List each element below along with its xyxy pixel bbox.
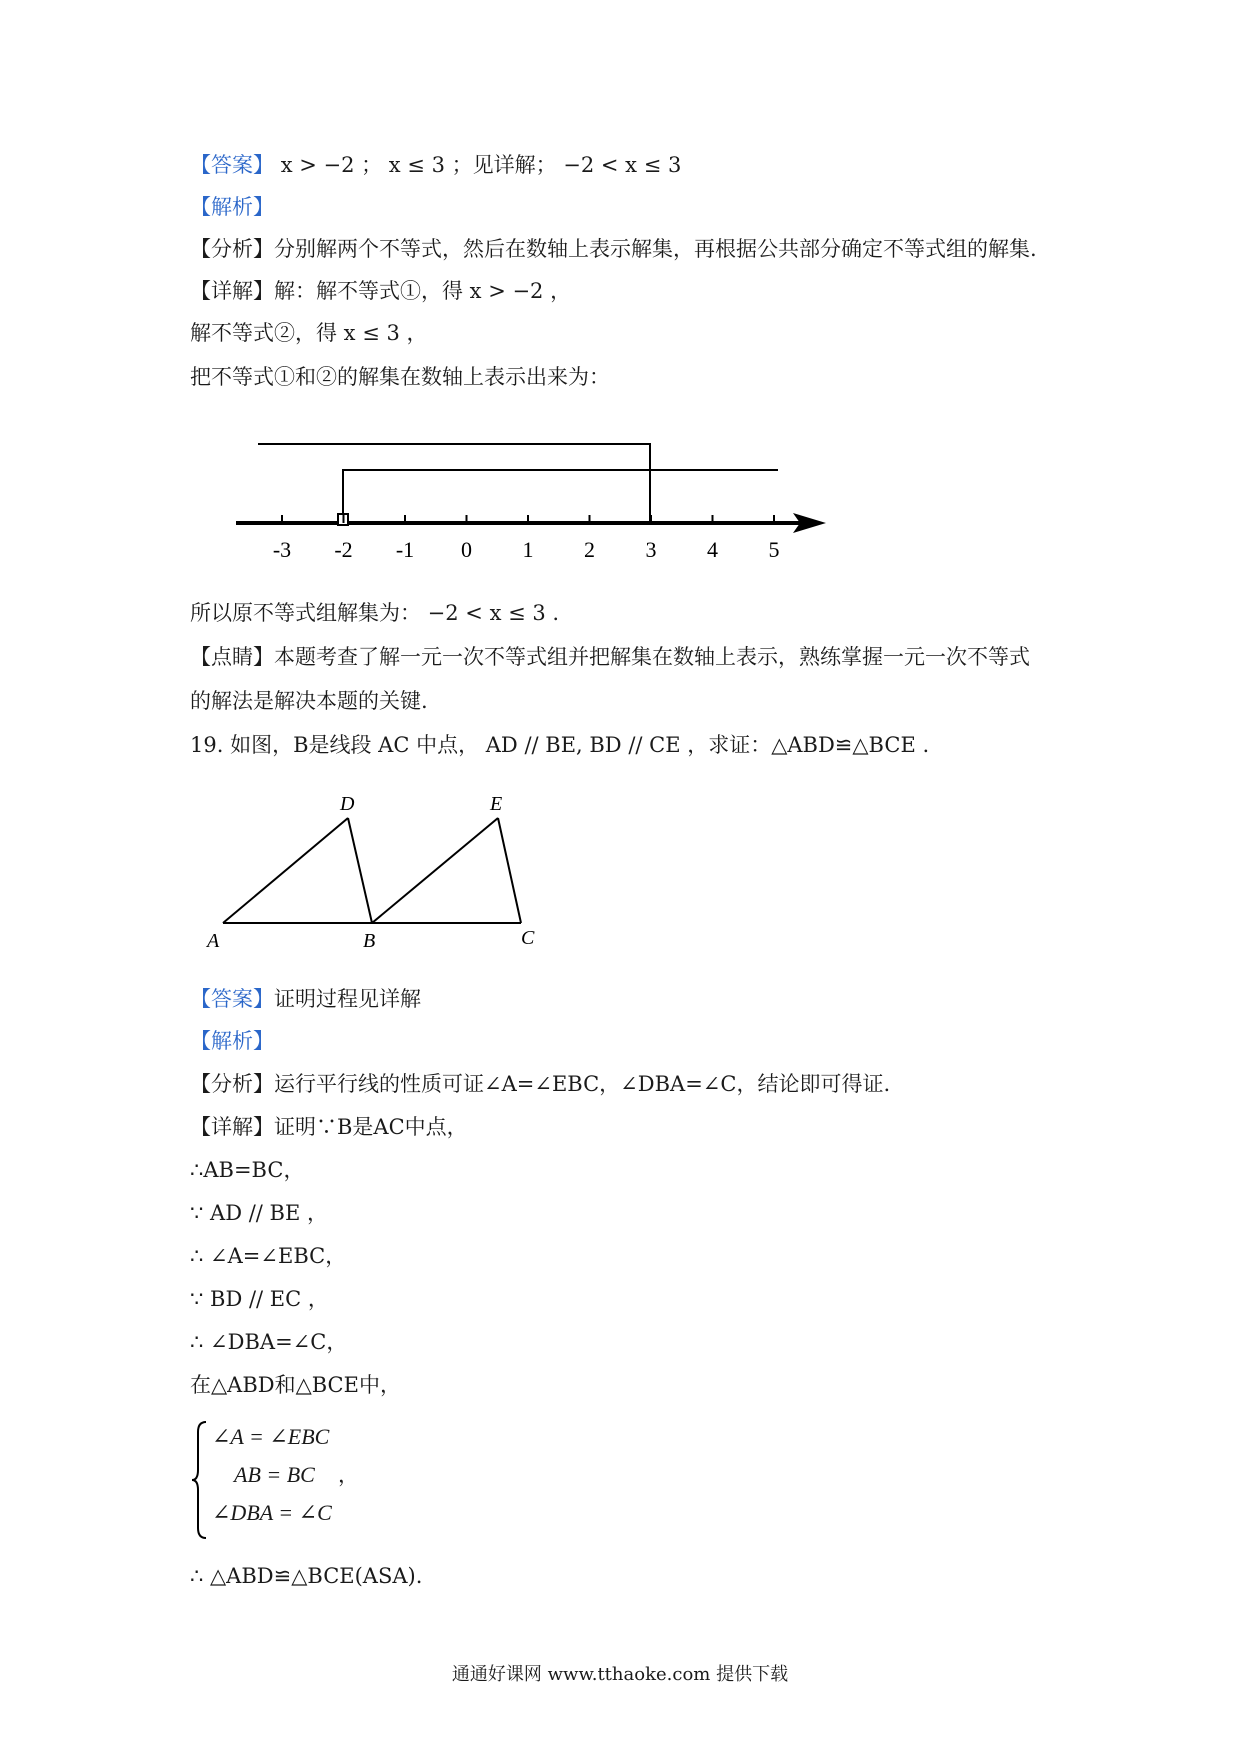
proof-line: 在△ABD和△BCE中， (190, 1373, 401, 1397)
q19-question: 19. 如图，B是线段 AC 中点， AD // BE, BD // CE ，求证：△ABD≌△BCE . (190, 733, 930, 757)
axis-tick-label: -1 (395, 537, 415, 562)
system-row: ∠A = ∠EBC (212, 1424, 330, 1449)
label-A: A (207, 930, 220, 952)
q19-fenxi (190, 1069, 890, 1099)
answer-text: 证明过程见详解 (274, 987, 421, 1011)
answer-tag: 【答案】 (190, 987, 274, 1011)
q18-dianjing-cont: 的解法是解决本题的关键. (190, 689, 428, 713)
axis-tick-label: 4 (707, 537, 718, 562)
page-footer: 通通好课网 www.tthaoke.com 提供下载 (451, 1664, 789, 1685)
axis-tick-label: 0 (461, 537, 472, 562)
q19-answer (190, 984, 421, 1014)
q18-analysis-tag: 【解析】 (190, 195, 274, 219)
label-B: B (363, 930, 376, 952)
label-E: E (490, 793, 503, 815)
q19-xiangjie (190, 1112, 468, 1142)
fenxi-tag: 【分析】 (190, 1072, 274, 1096)
proof-line: ∴AB=BC， (190, 1158, 305, 1182)
equation-system (190, 1420, 450, 1540)
proof-line: ∴ ∠A=∠EBC， (190, 1244, 347, 1268)
q18-step2: 解不等式②，得 x ≤ 3 ， (190, 321, 428, 345)
segment-DB (348, 818, 372, 923)
dianjing-text: 本题考查了解一元一次不等式组并把解集在数轴上表示，熟练掌握一元一次不等式 (274, 645, 1030, 669)
segment-AD (223, 818, 348, 923)
label-D: D (340, 793, 355, 815)
axis-tick-label: 3 (645, 537, 657, 562)
dianjing-tag: 【点睛】 (190, 645, 274, 669)
q18-conclusion: 所以原不等式组解集为： −2 < x ≤ 3 . (190, 601, 560, 625)
fenxi-text: 分别解两个不等式，然后在数轴上表示解集，再根据公共部分确定不等式组的解集. (274, 237, 1037, 261)
xiangjie-tag: 【详解】 (190, 279, 274, 303)
system-row: AB = BC (234, 1462, 315, 1487)
axis-tick-label: 5 (768, 537, 780, 562)
axis-tick-label: 1 (522, 537, 534, 562)
segment-BE (372, 818, 498, 923)
answer-tag: 【答案】 (190, 153, 274, 177)
system-row: ∠DBA = ∠C (212, 1500, 332, 1525)
xiangjie-text: 证明∵B是AC中点， (274, 1115, 468, 1139)
proof-line: ∴ ∠DBA=∠C， (190, 1330, 348, 1354)
xiangjie-tag: 【详解】 (190, 1115, 274, 1139)
axis-tick-label: -3 (272, 537, 292, 562)
xiangjie-text: 解：解不等式①，得 x > −2 ， (274, 279, 572, 303)
label-C: C (521, 927, 535, 949)
fenxi-text: 运行平行线的性质可证∠A=∠EBC，∠DBA=∠C，结论即可得证. (274, 1072, 891, 1096)
q18-step3: 把不等式①和②的解集在数轴上表示出来为： (190, 365, 610, 389)
proof-line: ∵ BD // EC ， (190, 1287, 329, 1311)
curly-brace (190, 1420, 208, 1540)
q19-final: ∴ △ABD≌△BCE(ASA). (190, 1564, 423, 1588)
axis-tick-label: 2 (584, 537, 595, 562)
axis-tick-label: -2 (334, 537, 353, 562)
system-comma: ， (338, 1463, 359, 1487)
proof-line: ∵ AD // BE ， (190, 1201, 328, 1225)
answer-text: x > −2 ； x ≤ 3 ；见详解； −2 < x ≤ 3 (280, 153, 682, 177)
fenxi-tag: 【分析】 (190, 237, 274, 261)
segment-EC (498, 818, 521, 923)
q19-analysis-tag: 【解析】 (190, 1029, 274, 1053)
